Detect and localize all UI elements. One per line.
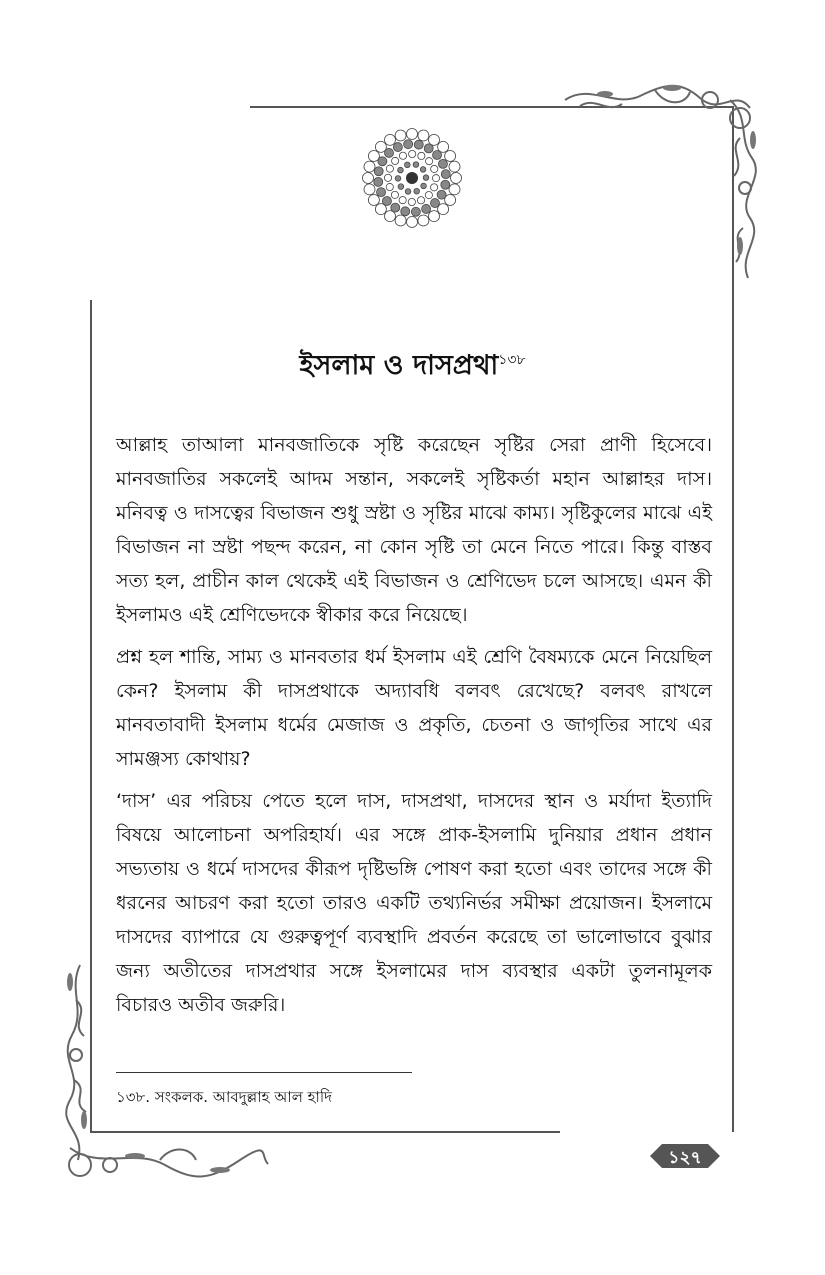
footnote-text: ১৩৮. সংকলক. আবদুল্লাহ আল হাদি	[116, 1088, 333, 1106]
body-text	[116, 428, 712, 1030]
paragraph-2: প্রশ্ন হল শান্তি, সাম্য ও মানবতার ধর্ম ইসলাম এই শ্রেণি বৈষম্যকে মেনে নিয়েছিল কেন? ইসলাম কী দাসপ্রথাকে অদ্যাবধি বলবৎ রেখেছে? বলবৎ রাখলে মানবতাবাদী ইসলাম ধর্মের মেজাজ ও প্রকৃতি, চেতনা ও জাগৃতির সাথে এর সামঞ্জস্য কোথায়?	[116, 646, 712, 770]
footnote-divider	[116, 1072, 412, 1073]
medallion-ornament-icon	[362, 128, 462, 228]
paragraph-3: ‘দাস’ এর পরিচয় পেতে হলে দাস, দাসপ্রথা, দাসদের স্থান ও মর্যাদা ইত্যাদি বিষয়ে আলোচনা অপরিহার্য। এর সঙ্গে প্রাক-ইসলামি দুনিয়ার প্রধান প্রধান সভ্যতায় ও ধর্মে দাসদের কীরূপ দৃষ্টিভঙ্গি পোষণ করা হতো এবং তাদের সঙ্গে কী ধরনের আচরণ করা হতো তারও একটি তথ্যনির্ভর সমীক্ষা প্রয়োজন। ইসলামে দাসদের ব্যাপারে যে গুরুত্বপূর্ণ ব্যবস্থাদি প্রবর্তন করেছে তা ভালোভাবে বুঝার জন্য অতীতের দাসপ্রথার সঙ্গে ইসলামের দাস ব্যবস্থার একটা তুলনামূলক বিচারও অতীব জরুরি।	[116, 790, 712, 1016]
page-number-badge	[650, 1141, 720, 1171]
chapter-title	[0, 345, 825, 390]
page-number: ১২৭	[668, 1148, 702, 1168]
corner-flourish-top-right-icon	[560, 78, 770, 288]
paragraph-1: আল্লাহ তাআলা মানবজাতিকে সৃষ্টি করেছেন সৃষ্টির সেরা প্রাণী হিসেবে। মানবজাতির সকলেই আদম সন্তান, সকলেই সৃষ্টিকর্তা মহান আল্লাহর দাস। মনিবত্ব ও দাসত্বের বিভাজন শুধু স্রষ্টা ও সৃষ্টির মাঝে কাম্য। সৃষ্টিকুলের মাঝে এই বিভাজন না স্রষ্টা পছন্দ করেন, না কোন সৃষ্টি তা মেনে নিতে পারে। কিন্তু বাস্তব সত্য হল, প্রাচীন কাল থেকেই এই বিভাজন ও শ্রেণিভেদ চলে আসছে। এমন কী ইসলামও এই শ্রেণিভেদকে স্বীকার করে নিয়েছে।	[116, 434, 712, 626]
footnote-reference[interactable]: ১৩৮	[498, 352, 526, 368]
chapter-title-text: ইসলাম ও দাসপ্রথা	[299, 350, 499, 381]
